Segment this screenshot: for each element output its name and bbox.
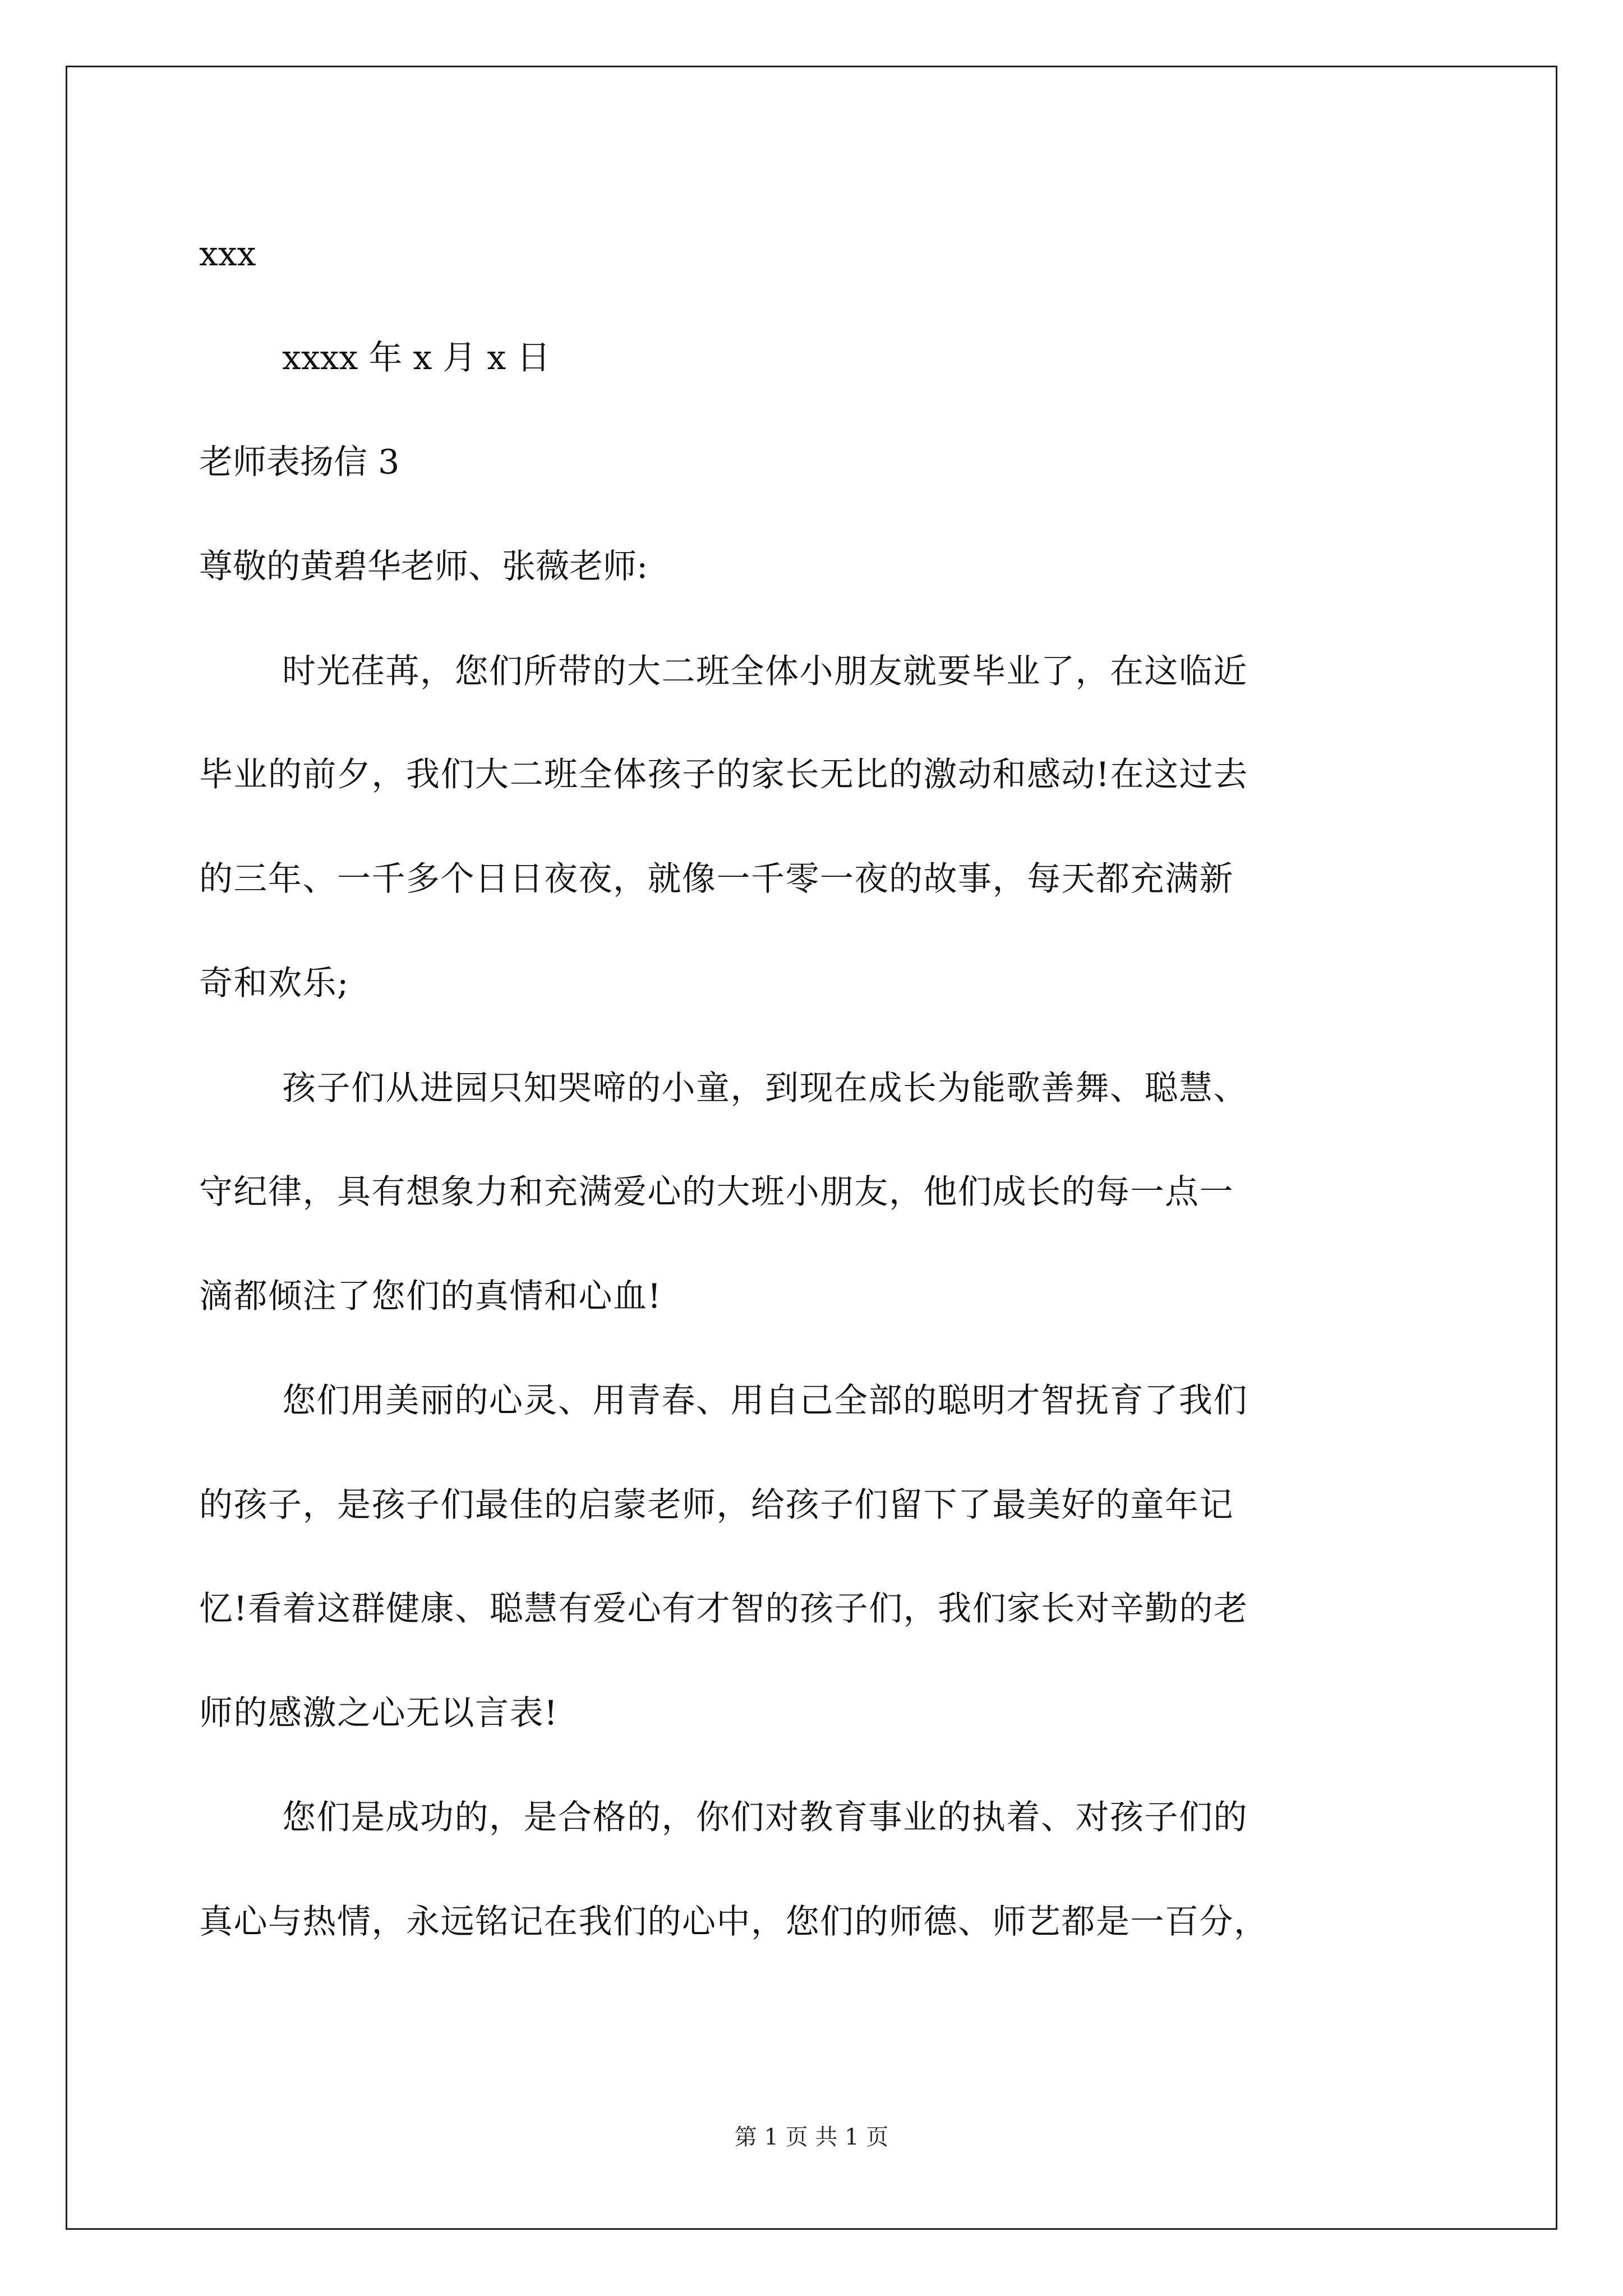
paragraph-1-line-1: 时光荏苒，您们所带的大二班全体小朋友就要毕业了，在这临近: [282, 652, 1248, 691]
letter-title: 老师表扬信 3: [199, 443, 400, 482]
paragraph-3-line-4: 师的感激之心无以言表!: [199, 1694, 559, 1733]
signature: xxx: [199, 234, 256, 274]
paragraph-1-line-4: 奇和欢乐;: [199, 964, 349, 1003]
paragraph-3-line-3: 忆!看着这群健康、聪慧有爱心有才智的孩子们，我们家长对辛勤的老: [199, 1589, 1248, 1628]
paragraph-1-line-2: 毕业的前夕，我们大二班全体孩子的家长无比的激动和感动!在这过去: [199, 755, 1248, 794]
salutation: 尊敬的黄碧华老师、张薇老师:: [199, 547, 648, 586]
paragraph-2-line-2: 守纪律，具有想象力和充满爱心的大班小朋友，他们成长的每一点一: [199, 1172, 1234, 1212]
paragraph-2-line-1: 孩子们从进园只知哭啼的小童，到现在成长为能歌善舞、聪慧、: [282, 1069, 1248, 1108]
paragraph-4-line-2: 真心与热情，永远铭记在我们的心中，您们的师德、师艺都是一百分，: [199, 1902, 1269, 1941]
paragraph-3-line-1: 您们用美丽的心灵、用青春、用自己全部的聪明才智抚育了我们: [282, 1381, 1248, 1420]
paragraph-4-line-1: 您们是成功的，是合格的，你们对教育事业的执着、对孩子们的: [282, 1798, 1248, 1837]
paragraph-2-line-3: 滴都倾注了您们的真情和心血!: [199, 1277, 662, 1316]
page-footer: 第 1 页 共 1 页: [734, 2124, 889, 2150]
letter-date: xxxx 年 x 月 x 日: [282, 338, 551, 378]
paragraph-3-line-2: 的孩子，是孩子们最佳的启蒙老师，给孩子们留下了最美好的童年记: [199, 1485, 1234, 1525]
paragraph-1-line-3: 的三年、一千多个日日夜夜，就像一千零一夜的故事，每天都充满新: [199, 859, 1234, 899]
